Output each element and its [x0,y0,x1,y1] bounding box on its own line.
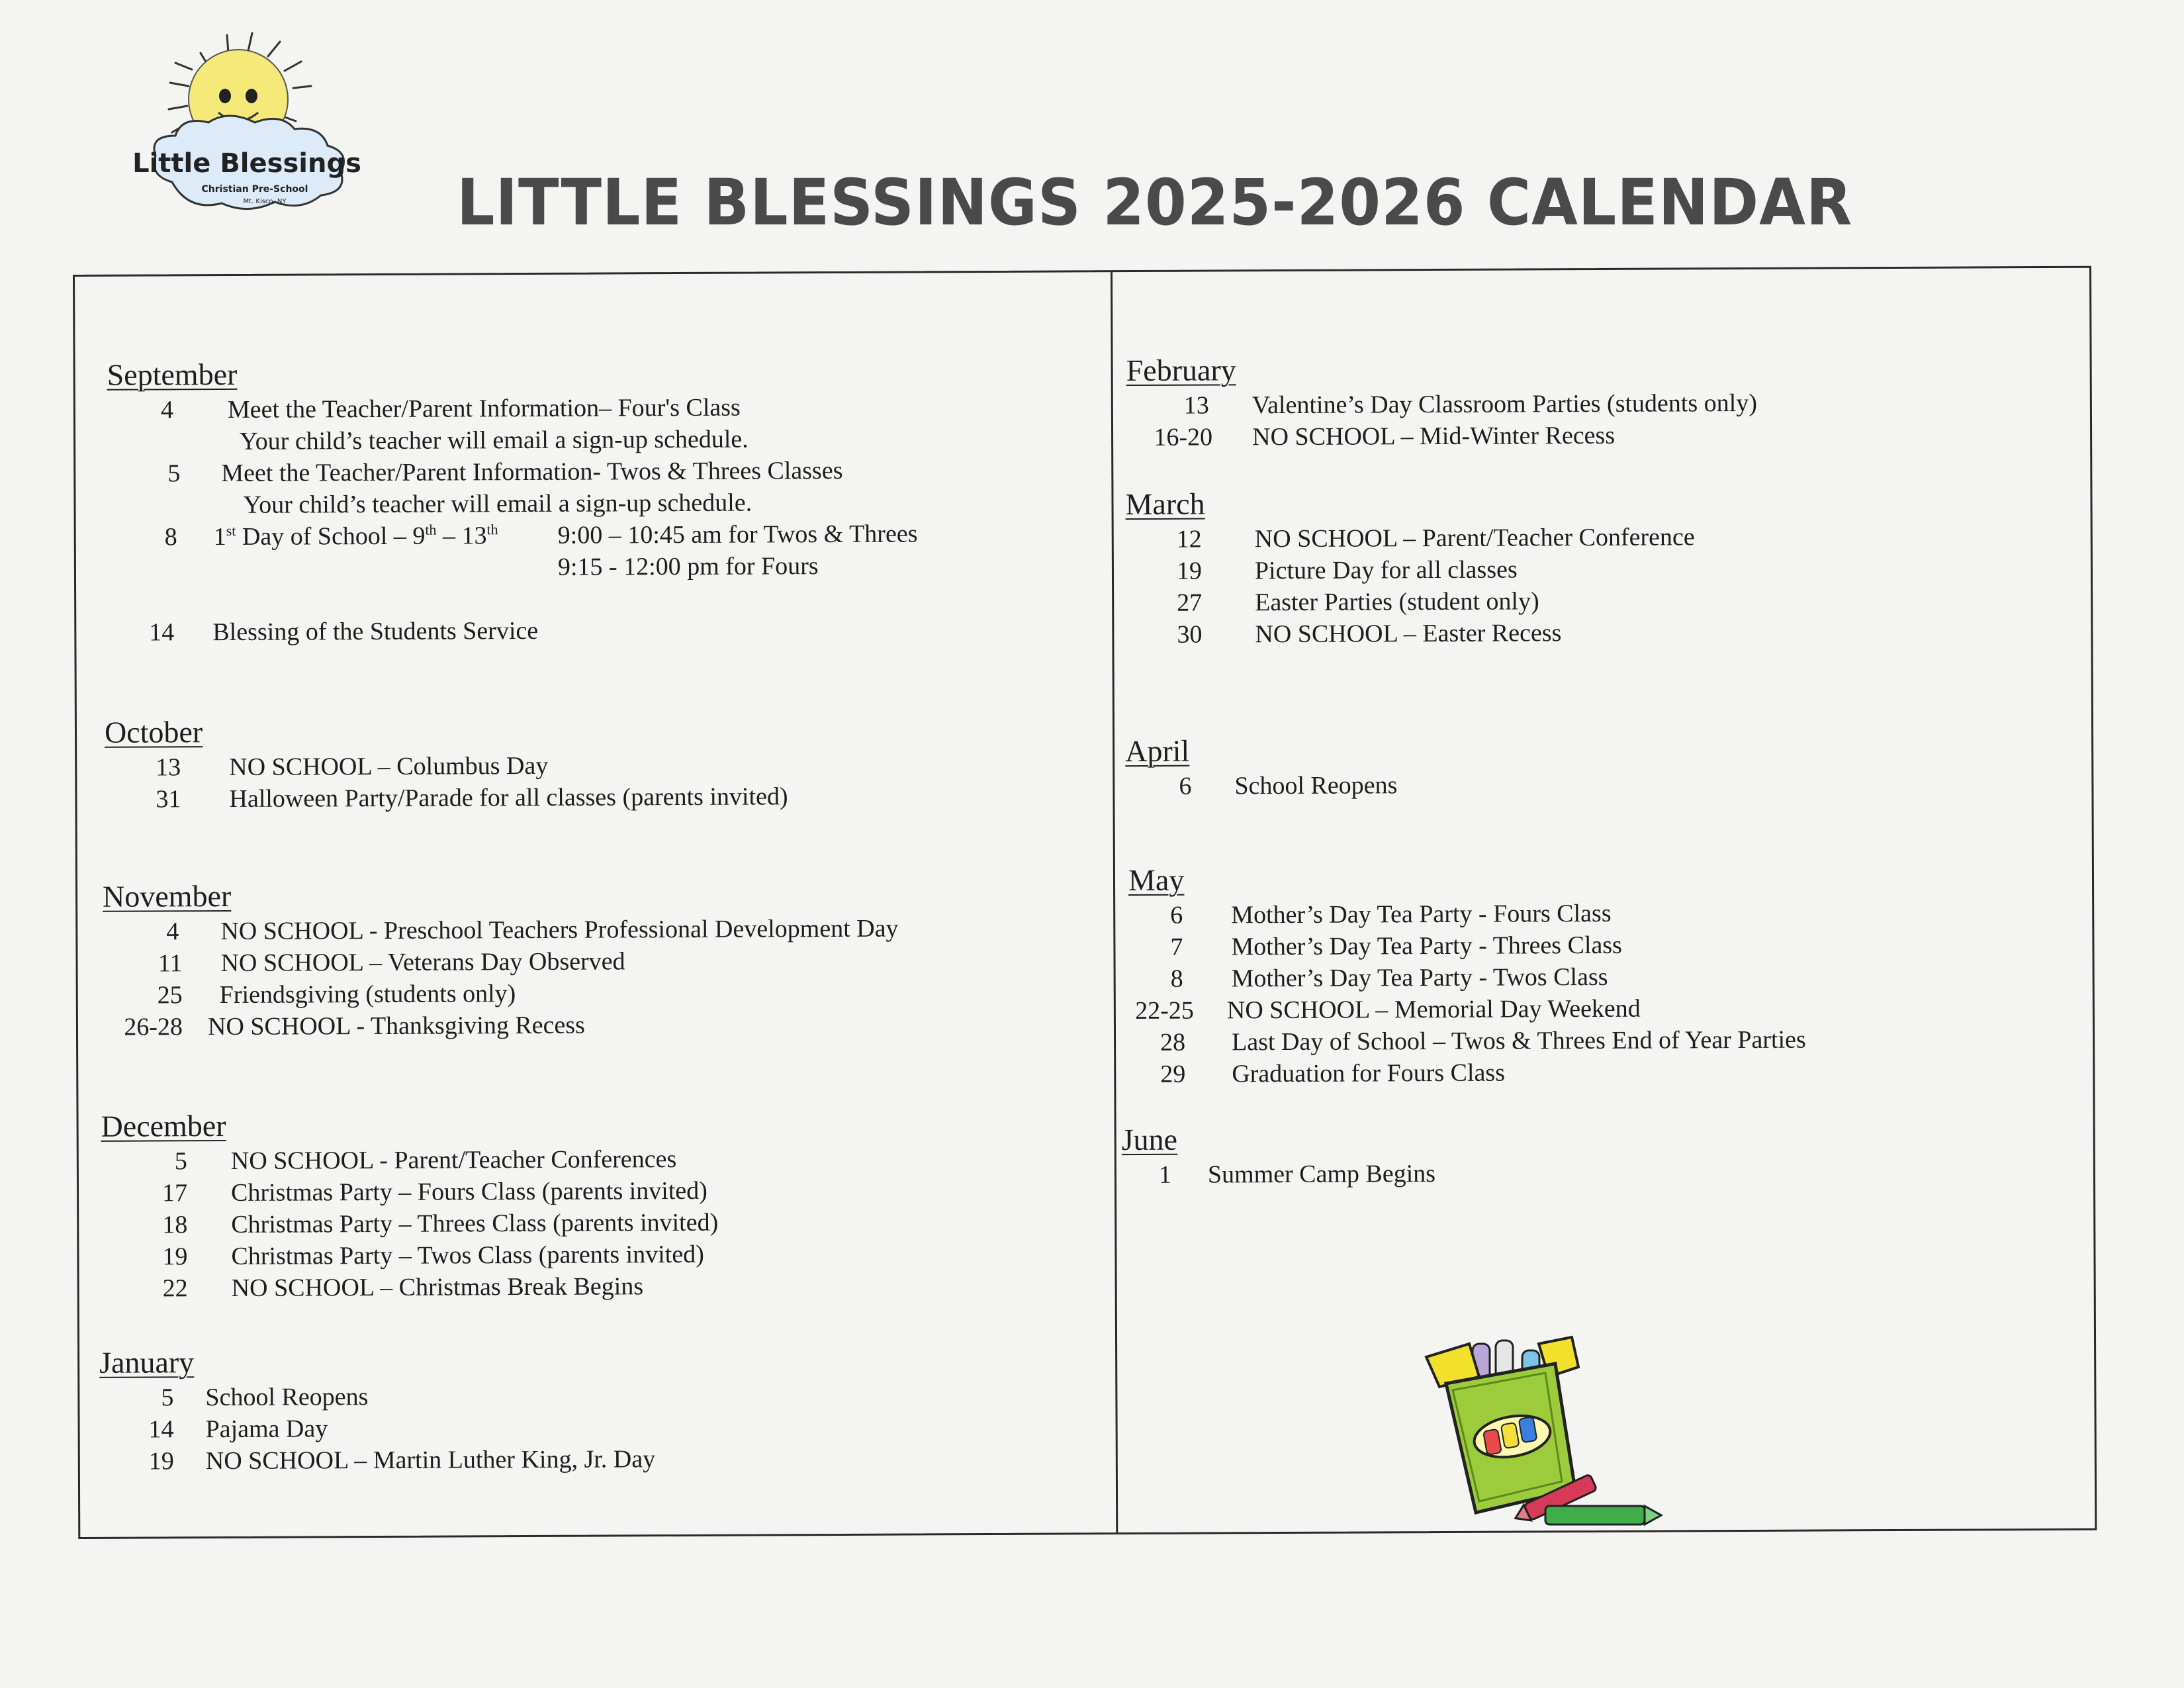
month-name: December [101,1109,226,1143]
sun-cloud-logo-icon [122,23,414,228]
event-row [1126,615,2079,651]
event-row [100,1441,1093,1477]
event-day: 5 [167,459,181,488]
event-row [103,1007,1096,1043]
event-day: 30 [1177,620,1203,649]
month-may [1128,857,2082,1090]
event-row [108,517,1101,553]
event-row [101,1141,1094,1178]
event-text: NO SCHOOL - Thanksgiving Recess [207,1011,586,1041]
event-day: 19 [162,1243,188,1271]
event-note [107,422,1100,458]
month-march [1125,481,2079,651]
event-day: 12 [1176,525,1202,553]
event-text: Meet the Teacher/Parent Information– Four's Class [227,393,741,424]
event-row [1128,896,2081,931]
event-row [1128,927,2081,963]
event-row [103,975,1096,1011]
event-row [107,453,1100,490]
event-text: Meet the Teacher/Parent Information- Twos & Threes Classes [221,456,843,488]
month-name: May [1128,863,1185,898]
event-day: 8 [164,523,177,551]
event-text: Mother’s Day Tea Party - Twos Class [1231,962,1608,993]
event-row [1126,418,2079,453]
event-day: 19 [1176,557,1203,585]
first-day-sup-1: st [226,522,236,539]
event-text: NO SCHOOL – Christmas Break Begins [231,1272,644,1302]
event-text: Friendsgiving (students only) [219,980,516,1009]
event-day: 14 [148,1415,174,1444]
event-day: 7 [1170,933,1183,961]
event-note [108,549,1101,585]
event-text: Pajama Day [205,1415,328,1444]
event-row [1129,991,2082,1027]
month-june [1122,1117,2075,1191]
event-text: Christmas Party – Threes Class (parents invited) [231,1208,719,1239]
event-text: School Reopens [1234,771,1398,800]
event-day: 4 [160,396,173,424]
event-text: Easter Parties (student only) [1255,587,1539,617]
event-row [99,1378,1092,1414]
event-row [102,1268,1095,1305]
event-row [103,912,1095,948]
event-day: 22 [162,1274,188,1303]
event-day: 31 [156,785,181,814]
event-day: 28 [1160,1028,1186,1056]
event-row [1126,551,2079,587]
right-column [1113,268,2092,1189]
first-day-part-1: 1 [213,522,226,551]
event-text: Graduation for Fours Class [1232,1058,1506,1088]
month-name: March [1125,487,1205,522]
event-day: 5 [161,1383,174,1412]
event-row [101,1205,1094,1241]
month-april [1125,728,2078,802]
month-name: April [1125,733,1190,769]
event-row [107,390,1100,426]
event-text: Valentine’s Day Classroom Parties (students only) [1251,389,1758,420]
event-text: NO SCHOOL – Parent/Teacher Conference [1254,523,1695,553]
month-name: November [102,878,232,914]
logo-name: Little Blessings [132,148,361,179]
month-october [105,709,1098,816]
month-september [107,352,1101,649]
event-time: 9:00 – 10:45 am for Twos & Threes [557,520,918,549]
event-text: NO SCHOOL – Columbus Day [229,751,549,781]
event-row [1125,767,2078,802]
month-february [1126,348,2080,453]
event-day: 19 [148,1447,174,1476]
event-row [1122,1155,2075,1191]
event-day: 4 [166,917,179,946]
event-text: Halloween Party/Parade for all classes (parents invited) [229,782,788,813]
month-name: October [104,715,203,749]
event-row [1126,583,2079,619]
event-day: 22-25 [1135,996,1194,1025]
event-row [103,943,1095,980]
event-row [100,1409,1093,1446]
event-day: 6 [1179,772,1192,800]
event-time: 9:15 - 12:00 pm for Fours [557,552,819,581]
event-day: 17 [161,1179,188,1207]
event-row [1129,1023,2082,1058]
event-text: Summer Camp Begins [1207,1160,1436,1189]
month-january [99,1339,1093,1477]
event-day: 5 [174,1147,187,1176]
first-day-sup-3: th [486,521,498,538]
event-row [105,779,1097,816]
event-day: 25 [157,981,183,1009]
event-text: NO SCHOOL - Preschool Teachers Professional Development Day [220,914,899,946]
event-day: 29 [1160,1060,1186,1088]
event-text: NO SCHOOL – Memorial Day Weekend [1226,994,1641,1025]
event-text: Picture Day for all classes [1254,555,1518,585]
event-text: NO SCHOOL – Mid-Winter Recess [1251,421,1615,451]
event-day: 13 [1183,391,1209,420]
event-text: Mother’s Day Tea Party - Fours Class [1231,899,1612,929]
first-day-part-3: – 13 [436,522,487,550]
month-name: February [1126,353,1236,388]
column-divider [1111,272,1118,1532]
event-day: 16-20 [1154,423,1213,451]
event-row [1129,959,2082,995]
event-text: NO SCHOOL – Easter Recess [1255,619,1562,649]
crayon-box-icon [1413,1331,1678,1536]
event-day: 11 [158,949,183,978]
month-name: January [99,1345,195,1380]
event-text: Mother’s Day Tea Party - Threes Class [1231,931,1622,961]
event-text [214,520,498,553]
event-text: Christmas Party – Twos Class (parents invited) [231,1240,704,1270]
event-day: 18 [162,1211,188,1239]
event-row [108,612,1101,649]
event-text: NO SCHOOL – Veterans Day Observed [220,947,625,978]
event-row [1126,386,2079,422]
page-title: LITTLE BLESSINGS 2025-2026 CALENDAR [457,165,1853,240]
event-text: Blessing of the Students Service [212,616,539,647]
month-name: September [107,357,238,392]
event-day: 27 [1177,588,1203,617]
event-day: 1 [1158,1160,1172,1189]
left-column [75,272,1107,1476]
event-note-text: Your child’s teacher will email a sign-up schedule. [240,425,749,455]
event-day: 8 [1170,964,1183,993]
crayon-box-illustration [1413,1331,1678,1536]
event-note [107,485,1100,522]
first-day-part-2: Day of School – 9 [236,522,426,551]
calendar-frame [73,266,2097,1539]
event-text: Last Day of School – Twos & Threes End of Year Parties [1231,1025,1806,1056]
event-day: 6 [1170,901,1183,929]
little-blessings-logo [122,23,414,228]
event-row [105,747,1097,784]
month-december [101,1103,1094,1305]
event-text: NO SCHOOL - Parent/Teacher Conferences [230,1145,677,1175]
event-row [101,1237,1094,1273]
event-text: School Reopens [205,1383,369,1412]
month-november [103,873,1096,1043]
event-text: Christmas Party – Fours Class (parents invited) [230,1176,707,1207]
event-day: 14 [149,618,175,647]
first-day-sup-2: th [425,521,437,538]
event-row [1126,520,2079,555]
event-text: NO SCHOOL – Martin Luther King, Jr. Day [205,1445,656,1476]
event-row [101,1173,1094,1209]
event-day: 13 [156,753,181,782]
logo-location: Mt. Kisco, NY [243,198,287,205]
event-note-text: Your child’s teacher will email a sign-up schedule. [243,489,752,519]
event-row [1129,1055,2082,1090]
logo-subtitle: Christian Pre-School [201,184,308,195]
event-day: 26-28 [124,1013,183,1041]
month-name: June [1121,1122,1178,1157]
